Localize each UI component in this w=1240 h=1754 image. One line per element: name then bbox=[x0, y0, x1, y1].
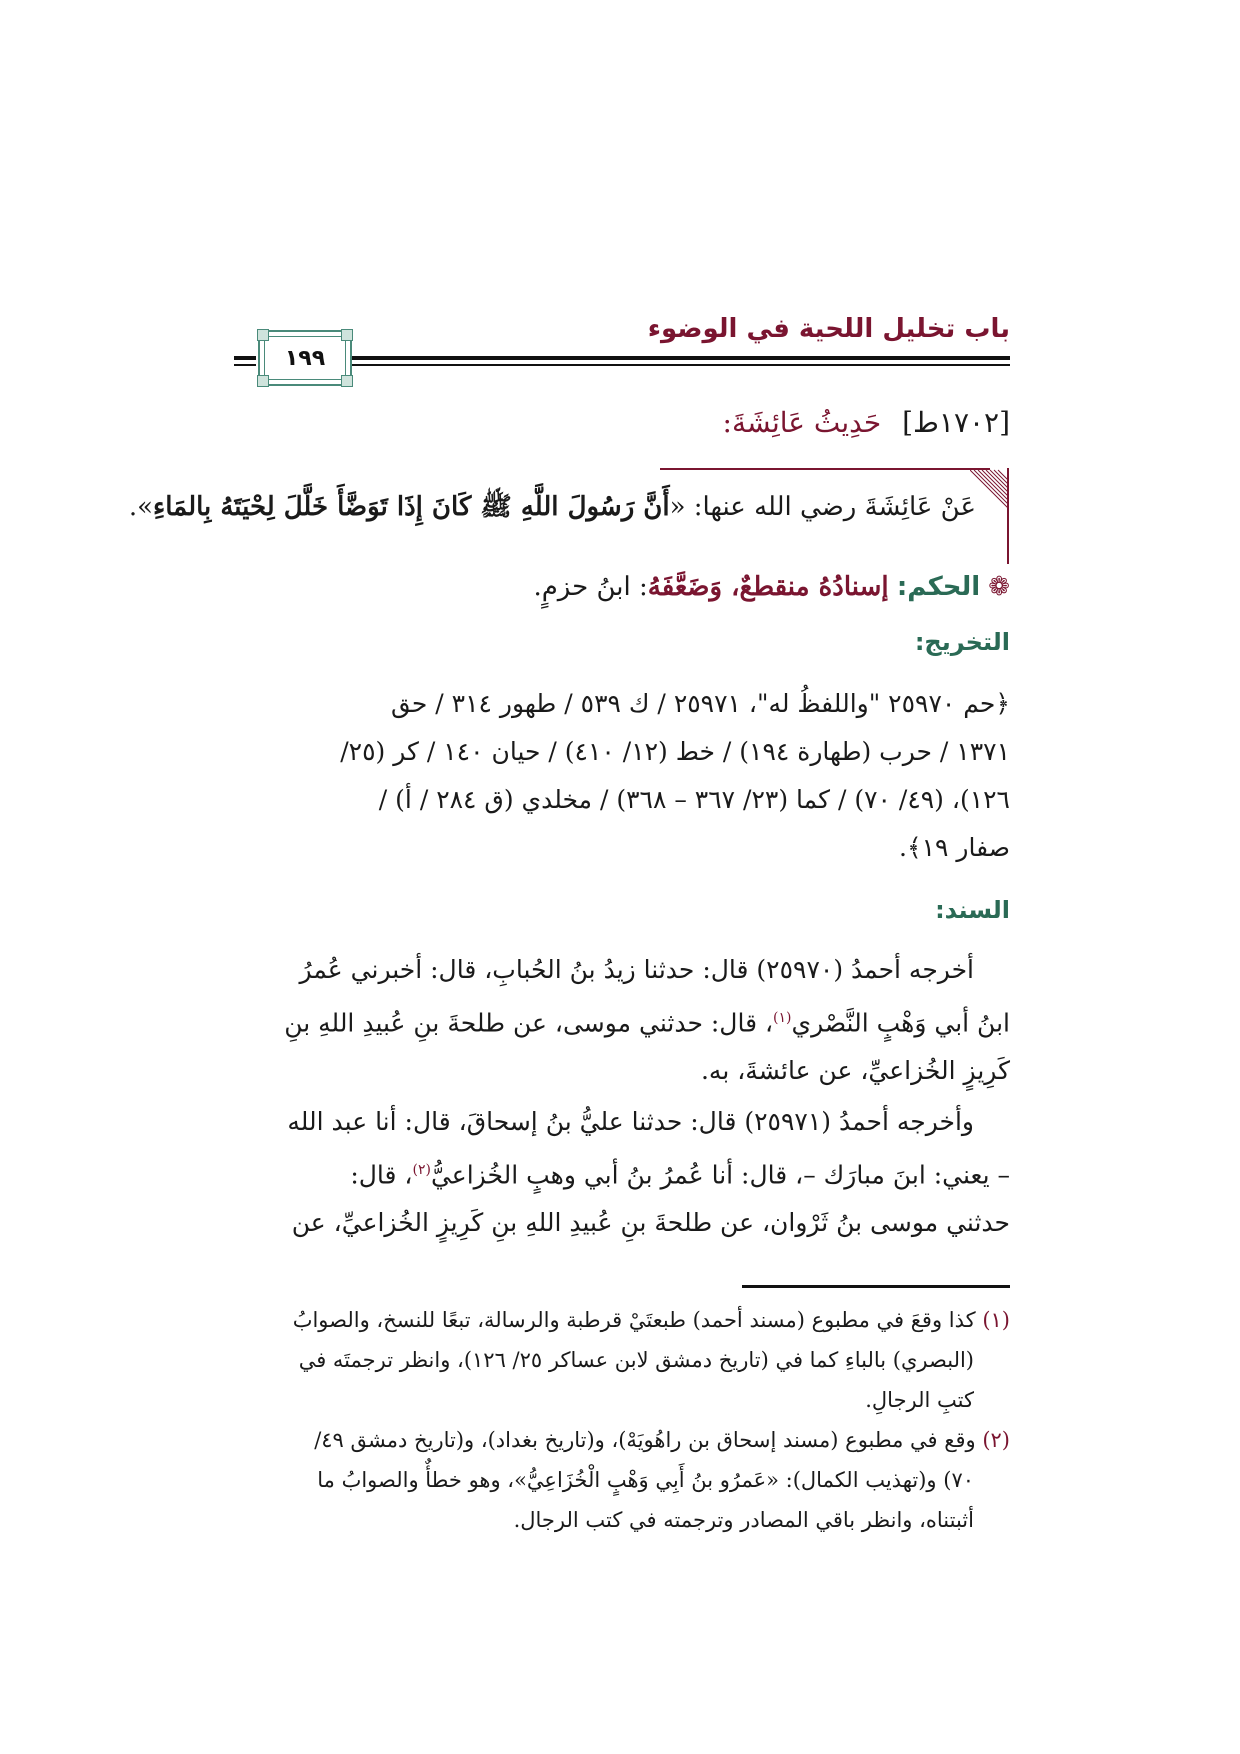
page-number-badge bbox=[258, 330, 352, 386]
matn-intro: عَنْ عَائِشَةَ رضي الله عنها: « bbox=[669, 492, 976, 522]
footnote-line: ٧٠) و(تهذيب الكمال): «عَمرُو بنُ أَبِي وَهْبٍ الْخُزَاعِيُّ»، وهو خطأٌ والصوابُ ما bbox=[317, 1468, 974, 1492]
hukm bbox=[533, 572, 1010, 602]
footnote-line bbox=[230, 1300, 1010, 1340]
sanad-segment: ابنُ أبي وَهْبٍ النَّصْري bbox=[791, 1008, 1010, 1038]
matn-body: أَنَّ رَسُولَ اللَّهِ ﷺ كَانَ إِذَا تَوَضَّأَ خَلَّلَ لِحْيَتَهُ بِالمَاءِ bbox=[153, 492, 670, 522]
page-header bbox=[234, 300, 1010, 372]
hukm-label: الحكم: bbox=[896, 572, 981, 602]
header-rule-left bbox=[234, 356, 256, 360]
takhrij-label: التخريج: bbox=[914, 628, 1010, 656]
header-rule-left-thin bbox=[234, 364, 256, 366]
takhrij-line: ١٢٦)، (٤٩/ ٧٠) / كما (٢٣/ ٣٦٧ – ٣٦٨) / مخلدي (ق ٢٨٤ / أ) / bbox=[378, 785, 1010, 814]
chapter-title: باب تخليل اللحية في الوضوء bbox=[647, 314, 1010, 344]
footnote-divider bbox=[742, 1285, 1010, 1288]
sanad-para-2 bbox=[230, 1098, 1010, 1247]
takhrij-line: صفار ١٩﴾. bbox=[899, 833, 1010, 862]
footnote-line: أثبتناه، وانظر باقي المصادر وترجمته في كتب الرجال. bbox=[513, 1508, 974, 1532]
sanad-line: وأخرجه أحمدُ (٢٥٩٧١) قال: حدثنا عليُّ بنُ إسحاقَ، قال: أنا عبد الله bbox=[287, 1107, 974, 1136]
header-rule bbox=[352, 356, 1010, 360]
sanad-line bbox=[230, 1146, 1010, 1199]
sanad-segment: – يعني: ابنَ مبارَك –، قال: أنا عُمرُ بنُ أبي وهبٍ الخُزاعيُّ bbox=[430, 1160, 1010, 1190]
footnote-ref[interactable]: (٢) bbox=[412, 1162, 431, 1178]
hadith-heading bbox=[723, 406, 1010, 439]
takhrij-text bbox=[230, 680, 1010, 872]
matn-end: ». bbox=[128, 492, 154, 522]
footnote-line: (البصري) بالباءِ كما في (تاريخ دمشق لابن عساكر ٢٥/ ١٢٦)، وانظر ترجمتَه في bbox=[298, 1348, 974, 1372]
hukm-verdict: إسنادُهُ منقطعٌ، وَضَعَّفَهُ bbox=[647, 572, 889, 602]
corner-ornament-icon bbox=[970, 468, 1010, 564]
takhrij-line: ﴿حم ٢٥٩٧٠ "واللفظُ له"، ٢٥٩٧١ / ك ٥٣٩ / طهور ٣١٤ / حق bbox=[391, 689, 1010, 718]
hadith-title: حَدِيثُ عَائِشَةَ: bbox=[722, 406, 882, 439]
footnote-text: وقع في مطبوع (مسند إسحاق بن راهُويَهْ)، و(تاريخ بغداد)، و(تاريخ دمشق ٤٩/ bbox=[314, 1428, 976, 1452]
sanad-line: أخرجه أحمدُ (٢٥٩٧٠) قال: حدثنا زيدُ بنُ الحُبابِ، قال: أخبرني عُمرُ bbox=[299, 955, 974, 984]
sanad-segment: ، قال: bbox=[350, 1160, 413, 1190]
matn-box bbox=[128, 468, 1010, 564]
footnote-line bbox=[230, 1420, 1010, 1460]
footnotes bbox=[230, 1300, 1010, 1540]
footnote-line: كتبِ الرجالِ. bbox=[865, 1388, 974, 1412]
hadith-number: [١٧٠٢ط] bbox=[902, 406, 1010, 439]
footnote-ref[interactable]: (١) bbox=[773, 1010, 792, 1026]
sanad-segment: ، قال: حدثني موسى، عن طلحةَ بنِ عُبيدِ اللهِ بنِ bbox=[284, 1008, 774, 1038]
sanad-line: حدثني موسى بنُ ثَرْوان، عن طلحةَ بنِ عُبيدِ اللهِ بنِ كَرِيزٍ الخُزاعيِّ، عن bbox=[291, 1208, 1010, 1238]
flower-icon: ❁ bbox=[988, 572, 1010, 602]
footnote-number: (٢) bbox=[982, 1428, 1010, 1452]
footnote-text: كذا وقعَ في مطبوع (مسند أحمد) طبعتَيْ قرطبة والرسالة، تبعًا للنسخ، والصوابُ bbox=[292, 1308, 976, 1332]
sanad-line: كَرِيزٍ الخُزاعيِّ، عن عائشةَ، به. bbox=[700, 1056, 1010, 1086]
matn-text bbox=[129, 490, 976, 528]
page-number: ١٩٩ bbox=[284, 345, 326, 371]
sanad-label: السند: bbox=[935, 896, 1010, 924]
header-rule-thin bbox=[352, 364, 1010, 366]
sanad-line bbox=[230, 994, 1010, 1047]
takhrij-line: ١٣٧١ / حرب (طهارة ١٩٤) / خط (١٢/ ٤١٠) / حيان ١٤٠ / كر (٢٥/ bbox=[340, 737, 1010, 766]
sanad-para-1 bbox=[230, 946, 1010, 1095]
footnote-number: (١) bbox=[982, 1308, 1010, 1332]
matn-rule bbox=[660, 468, 990, 470]
hukm-rest: : ابنُ حزمٍ. bbox=[533, 572, 648, 602]
